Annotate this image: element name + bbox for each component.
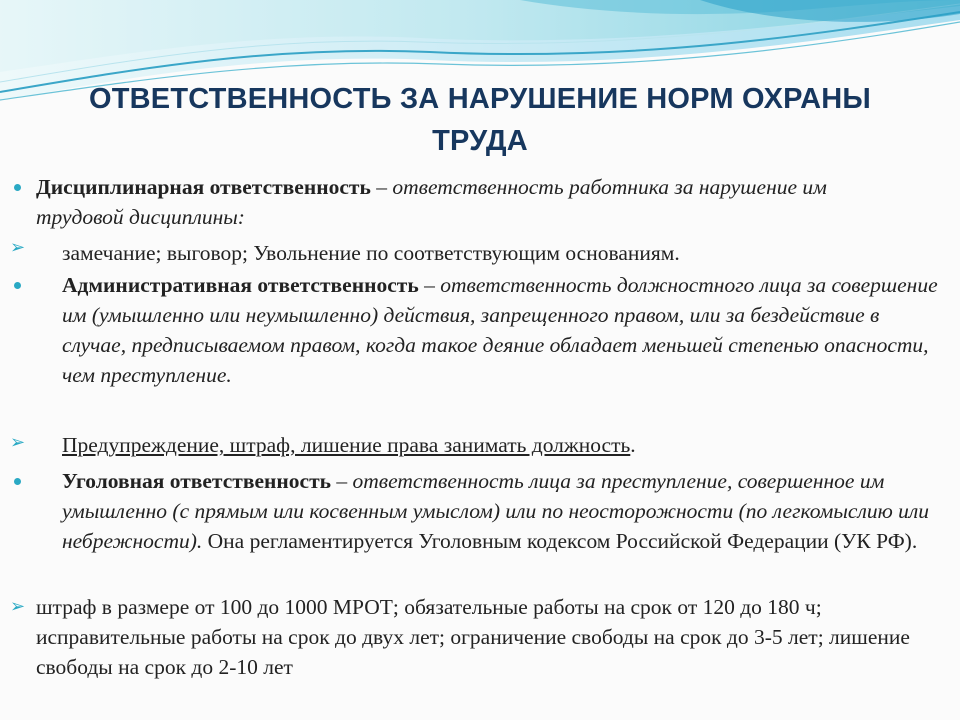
term-criminal: Уголовная ответственность — [62, 469, 332, 493]
arrow-bullet-icon: ➢ — [10, 596, 26, 617]
slide-title: ОТВЕТСТВЕННОСТЬ ЗА НАРУШЕНИЕ НОРМ ОХРАНЫ ТРУДА — [88, 83, 872, 157]
circle-bullet-icon — [14, 282, 21, 289]
definition-administrative: ответственность должностного лица за совершение им (умышленно или неумышленно) действия, запрещенного правом, или за бездействие в случае, предписываемом правом, когда такое деяние обладает меньшей степенью опасности, чем преступление. — [62, 273, 938, 387]
administrative-measures-text: Предупреждение, штраф, лишение права занимать должность — [62, 433, 631, 457]
arrow-bullet-icon: ➢ — [10, 432, 26, 453]
dash: – — [418, 273, 441, 297]
term-disciplinary: Дисциплинарная ответственность — [36, 175, 371, 199]
list-item-administrative — [62, 270, 942, 390]
list-item-criminal-measures: штраф в размере от 100 до 1000 МРОТ; обязательные работы на срок от 120 до 180 ч; исправительные работы на срок до двух лет; ограничение свободы на срок до 3-5 лет; лишение свободы на срок до 2-10 лет — [36, 595, 910, 679]
circle-bullet-icon — [14, 478, 21, 485]
list-item-disciplinary — [36, 172, 916, 232]
list-item-administrative-measures — [62, 430, 922, 460]
definition-criminal: ответственность лица за преступление, совершенное им умышленно (с прямым или косвенным умыслом) или по неосторожности (по легкомыслию или небрежности). — [62, 469, 929, 553]
list-item-criminal — [62, 466, 932, 556]
arrow-bullet-icon: ➢ — [10, 237, 26, 258]
definition-disciplinary: ответственность работника за нарушение им трудовой дисциплины: — [36, 175, 827, 229]
period: . — [630, 433, 636, 457]
dash: – — [370, 175, 393, 199]
list-item-disciplinary-measures: замечание; выговор; Увольнение по соответствующим основаниям. — [62, 241, 680, 265]
dash: – — [331, 469, 353, 493]
criminal-code-note: Она регламентируется Уголовным кодексом Российской Федерации (УК РФ). — [202, 529, 918, 553]
circle-bullet-icon — [14, 184, 21, 191]
term-administrative: Административная ответственность — [62, 273, 419, 297]
